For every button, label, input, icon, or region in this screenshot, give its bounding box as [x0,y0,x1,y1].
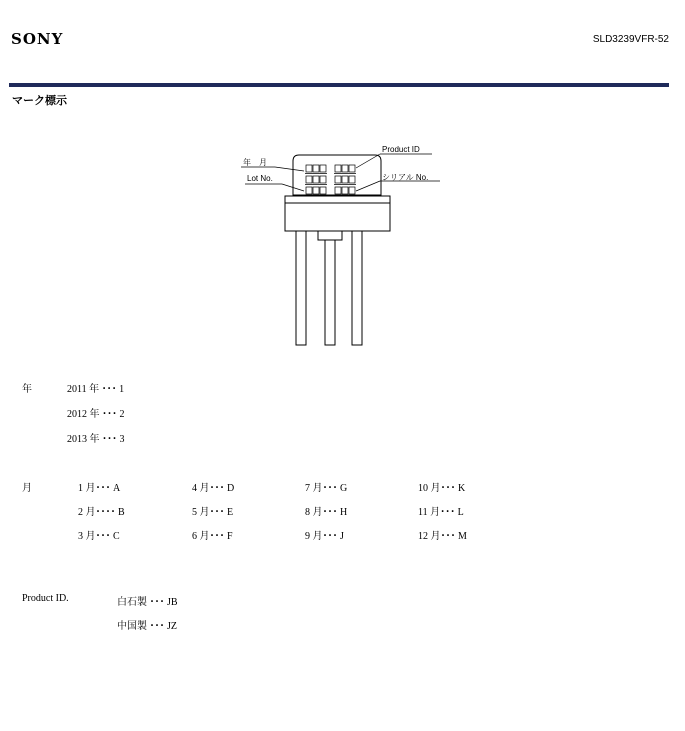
year-label: 年 [22,384,32,395]
month-entry: 7 月･･･ G [305,483,348,494]
month-entry: 1 月･･･ A [78,483,121,494]
month-entry: 3 月･･･ C [78,531,120,542]
month-entry: 10 月･･･ K [418,483,466,494]
month-entry: 9 月･･･ J [305,531,344,542]
brand-logo: SONY [11,30,64,48]
year-entry: 2011 年 ･･･ 1 [67,384,125,395]
pin-right [352,231,362,345]
month-label: 月 [22,483,32,494]
label-lot-no: Lot No. [247,174,273,183]
month-entry: 8 月･･･ H [305,507,348,518]
year-entry: 2012 年 ･･･ 2 [67,409,125,420]
document-id: SLD3239VFR-52 [592,34,669,45]
package-flange-top [285,196,390,203]
label-product-id: Product ID [382,145,420,154]
section-title: マーク標示 [12,94,67,107]
marking-diagram [235,145,450,350]
pin-center [325,240,335,345]
pin-base [318,231,342,240]
package-flange [285,203,390,231]
year-entry: 2013 年 ･･･ 3 [67,434,125,445]
header-rule [9,83,669,87]
month-entry: 5 月･･･ E [192,507,234,518]
product-entry: 中国製 ･･･ JZ [117,621,177,632]
month-entry: 11 月･･･ L [418,507,464,518]
label-year-month: 年 月 [243,158,267,167]
product-id-label: Product ID. [22,593,69,604]
pin-left [296,231,306,345]
month-entry: 2 月････ B [78,507,125,518]
product-entry: 白石製 ･･･ JB [117,597,178,608]
month-entry: 12 月･･･ M [418,531,467,542]
month-entry: 4 月･･･ D [192,483,235,494]
label-serial-no: シリアル No. [382,173,429,182]
month-entry: 6 月･･･ F [192,531,233,542]
